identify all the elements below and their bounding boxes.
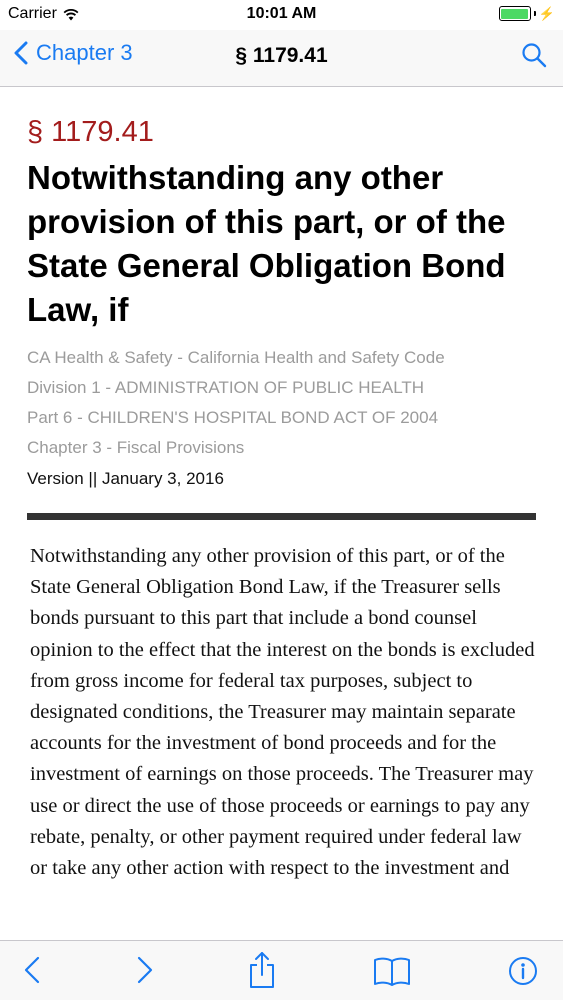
forward-icon (135, 955, 155, 985)
breadcrumb-chapter: Chapter 3 - Fiscal Provisions (27, 438, 245, 457)
share-icon (247, 951, 277, 989)
breadcrumb-division: Division 1 - ADMINISTRATION OF PUBLIC HEALTH (27, 378, 425, 397)
back-button-label: Chapter 3 (36, 40, 133, 65)
back-button[interactable] (14, 40, 133, 66)
breadcrumb-part: Part 6 - CHILDREN'S HOSPITAL BOND ACT OF 2004 (27, 408, 439, 427)
share-button[interactable] (247, 951, 277, 994)
status-time: 10:01 AM (246, 5, 317, 22)
breadcrumb-code: CA Health & Safety - California Health and Safety Code (27, 348, 445, 367)
battery-icon (499, 6, 531, 21)
bottom-toolbar (0, 940, 563, 1000)
carrier-label: Carrier (8, 5, 57, 22)
charging-icon: ⚡ (538, 6, 555, 21)
search-button[interactable] (521, 42, 547, 73)
bookmarks-button[interactable] (373, 955, 411, 992)
navigation-bar (0, 30, 563, 87)
info-button[interactable] (508, 956, 538, 991)
section-body-text: Notwithstanding any other provision of this part, or of the State General Obligation Bond Law, if the Treasurer sells bonds pursuant to this part that include a bond counsel opinion to the effect that the interest on the bonds is excluded from gross income for federal tax purposes, subject to designated conditions, the Treasurer may maintain separate accounts for the investment of bond proceeds and for the investment of earnings on those proceeds. The Treasurer may use or direct the use of those proceeds or earnings to pay any rebate, penalty, or other payment required under federal law or take any other action with respect to the investment and (30, 545, 535, 880)
back-icon (22, 955, 42, 985)
back-page-button[interactable] (22, 955, 42, 990)
forward-page-button[interactable] (135, 955, 155, 990)
section-content[interactable] (0, 88, 563, 940)
nav-title: § 1179.41 (235, 44, 328, 67)
version-label: Version || January 3, 2016 (27, 469, 224, 488)
status-bar (0, 0, 563, 30)
divider (27, 513, 536, 520)
search-icon (521, 42, 547, 68)
battery-indicator (499, 6, 555, 21)
bookmarks-icon (373, 955, 411, 987)
section-number: § 1179.41 (27, 116, 154, 148)
section-title: Notwithstanding any other provision of this part, or of the State General Obligation Bond Law, if (27, 159, 506, 328)
breadcrumb (27, 343, 445, 463)
info-icon (508, 956, 538, 986)
chevron-left-icon (14, 41, 28, 65)
